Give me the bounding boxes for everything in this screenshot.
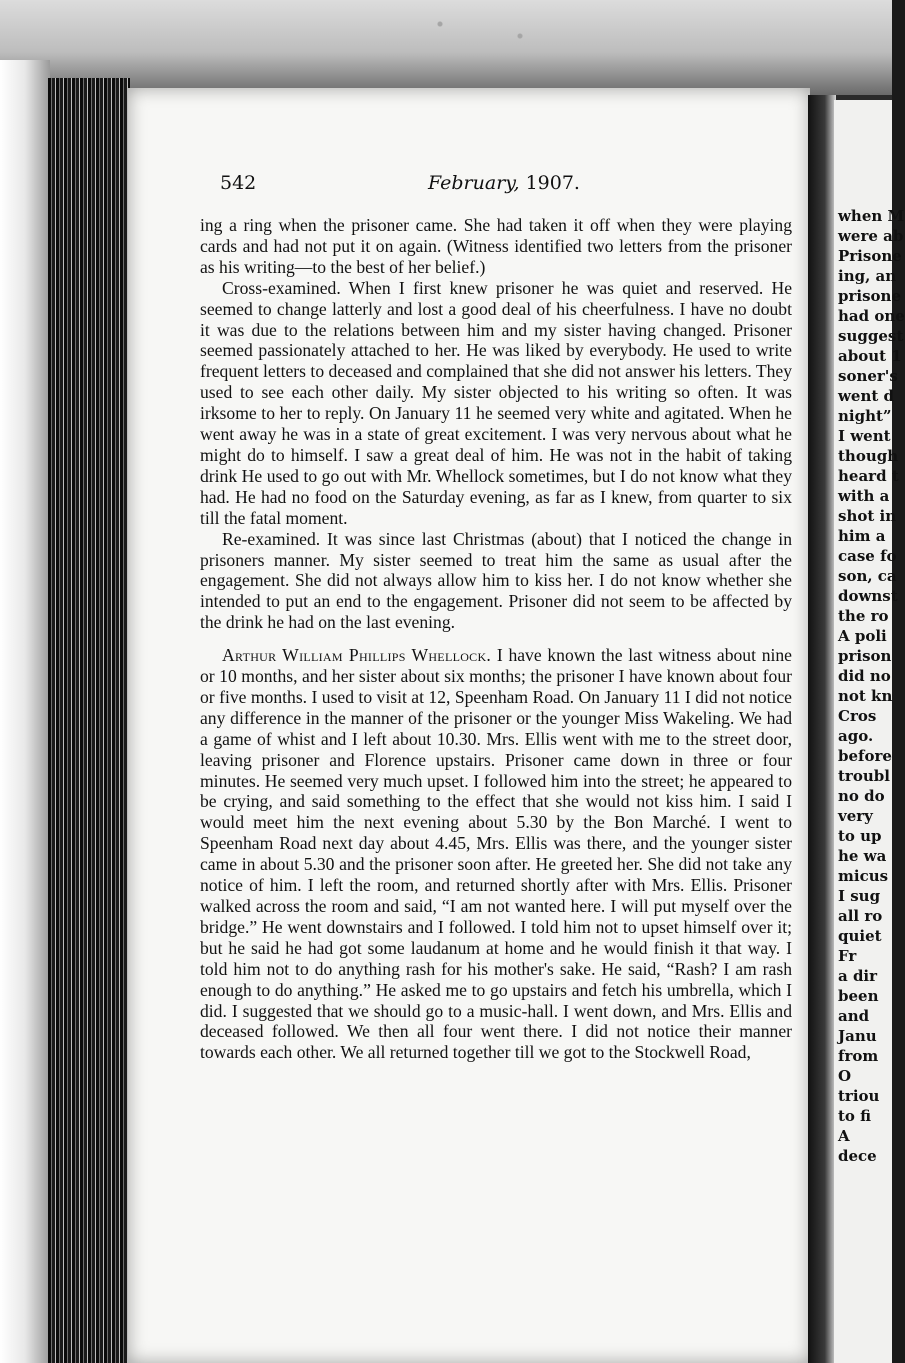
book-spine-pages xyxy=(48,78,130,1363)
running-head xyxy=(428,172,580,194)
paragraph-re-examined: Re-examined. It was since last Christmas (about) that I noticed the change in prisoners manner. My sister seemed to treat him the same as usual after the engagement. She did not always allow him to kiss her. I do not know whether she intended to put an end to the engagement. Prisoner did not seem to be affected by the drink he had on the last evening. xyxy=(200,528,792,633)
facing-page xyxy=(834,100,905,1363)
paragraph-witness xyxy=(200,645,792,1063)
facing-page-lines: when M were ab Prisone ing, an prisone had one suggest about 1 soner's went d night” I went though heard t with a shot in him a case fo son, ca downst the ro A poli prison did no not kn Cros ago. before troubl no do very to up he wa micus I sug all ro quiet Fr a dir been and Janu from O triou to fi A dece xyxy=(838,207,905,1165)
paragraph-cross-examined: Cross-examined. When I first knew prisoner he was quiet and reserved. He seemed to change latterly and lost a good deal of his cheerfulness. I have no doubt it was due to the relations between him and my sister having changed. Prisoner seemed passionately attached to her. He was liked by everybody. He used to write frequent letters to deceased and complained that she did not answer his letters. They used to see each other daily. My sister objected to his writing so often. It was irksome to her to reply. On January 11 he seemed very white and agitated. When he went away he was in a state of great excitement. I was very nervous about what he might do to himself. I saw a great deal of him. He was not in the habit of taking drink He used to go out with Mr. Whellock sometimes, but I do not know what they had. He had no food on the Saturday evening, as far as I knew, from quarter to six till the fatal moment. xyxy=(200,277,792,528)
page-header xyxy=(220,172,580,196)
witness-name: Arthur William Phillips Whellock. xyxy=(222,645,492,666)
page-body xyxy=(200,215,792,1063)
page-number: 542 xyxy=(220,172,257,194)
book-gutter xyxy=(808,95,836,1363)
facing-page-text xyxy=(834,100,905,1166)
witness-testimony: I have known the last witness about nine or 10 months, and her sister about six months; the prisoner I have known about four or five months. I used to visit at 12, Speenham Road. On January 11 I did not notice any difference in the manner of the prisoner or the younger Miss Wakeling. We had a game of whist and I left about 10.30. Mrs. Ellis went with me to the street door, leaving prisoner and Florence upstairs. Prisoner came down in three or four minutes. He seemed very much upset. I followed him into the street; he appeared to be crying, and said something to the effect that she would not kiss him. I said I would meet him the next evening about 5.30 by the Bon Marché. I went to Speenham Road next day about 4.45, Mrs. Ellis was there, and the younger sister came in about 5.30 and the prisoner soon after. He greeted her. She did not take any notice of him. I left the room, and returned shortly after with Mrs. Ellis. Prisoner walked across the room and said, “I am not wanted here. I will put myself over the bridge.” He went downstairs and I followed. I told him not to upset himself over it; but he said he had got some laudanum at home and he would finish it that way. I told him not to do anything rash for his mother's sake. He said, “Rash? I am rash enough to do anything.” He asked me to go upstairs and fetch his umbrella, which I did. I suggested that we should go to a music-hall. I went down, and Mrs. Ellis and deceased followed. We then all four went there. I did not notice their manner towards each other. We all returned together till we got to the Stockwell Road, xyxy=(200,645,792,1063)
paragraph-1: ing a ring when the prisoner came. She had taken it off when they were playing cards and had not put it on again. (Witness identified two letters from the prisoner as his writing—to the best of her belief.) xyxy=(200,215,792,277)
running-head-month: February, xyxy=(428,172,520,194)
running-head-year: 1907. xyxy=(525,172,580,194)
page-edge xyxy=(0,60,50,1363)
scan-noise xyxy=(380,0,580,60)
